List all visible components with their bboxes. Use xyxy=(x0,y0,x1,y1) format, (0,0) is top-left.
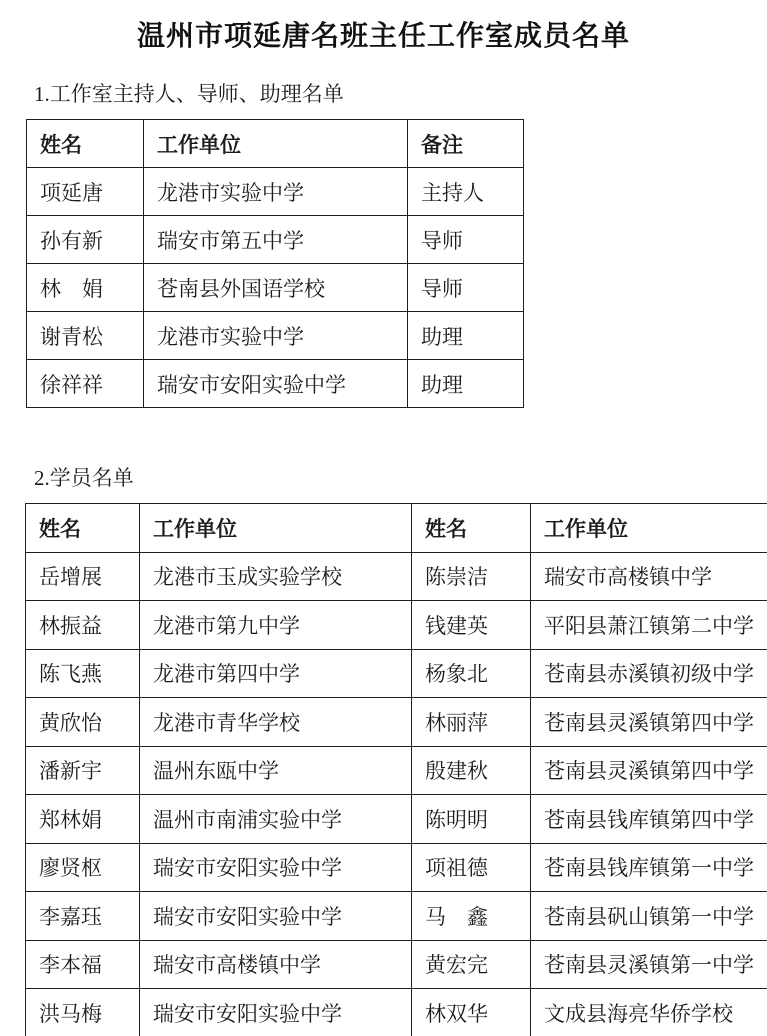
table-cell: 苍南县矾山镇第一中学 xyxy=(531,892,767,941)
table-cell: 温州市南浦实验中学 xyxy=(140,795,412,844)
column-header: 姓名 xyxy=(412,504,531,553)
section1-label: 1.工作室主持人、导师、助理名单 xyxy=(34,82,344,106)
table-row xyxy=(27,312,524,360)
table-cell: 主持人 xyxy=(408,168,524,216)
table-cell: 潘新宇 xyxy=(26,746,140,795)
table-cell: 苍南县赤溪镇初级中学 xyxy=(531,649,767,698)
column-header: 工作单位 xyxy=(140,504,412,553)
table-cell: 项延唐 xyxy=(27,168,144,216)
table-cell: 马 鑫 xyxy=(412,892,531,941)
table-cell: 瑞安市安阳实验中学 xyxy=(140,892,412,941)
table-cell: 陈崇洁 xyxy=(412,552,531,601)
page-title: 温州市项延唐名班主任工作室成员名单 xyxy=(136,21,630,52)
table-cell: 助理 xyxy=(408,312,524,360)
table-cell: 苍南县灵溪镇第一中学 xyxy=(531,940,767,989)
table-cell: 瑞安市安阳实验中学 xyxy=(144,360,408,408)
table-cell: 瑞安市高楼镇中学 xyxy=(531,552,767,601)
table-row xyxy=(26,940,767,989)
table-cell: 平阳县萧江镇第二中学 xyxy=(531,601,767,650)
table-cell: 龙港市玉成实验学校 xyxy=(140,552,412,601)
table-cell: 苍南县灵溪镇第四中学 xyxy=(531,698,767,747)
table-cell: 谢青松 xyxy=(27,312,144,360)
section2-label: 2.学员名单 xyxy=(34,466,134,490)
table-cell: 钱建英 xyxy=(412,601,531,650)
column-header: 姓名 xyxy=(27,120,144,168)
table-cell: 苍南县灵溪镇第四中学 xyxy=(531,746,767,795)
table-cell: 郑林娟 xyxy=(26,795,140,844)
table-cell: 龙港市青华学校 xyxy=(140,698,412,747)
table-cell: 林丽萍 xyxy=(412,698,531,747)
table-cell: 导师 xyxy=(408,264,524,312)
table-cell: 苍南县钱库镇第四中学 xyxy=(531,795,767,844)
table-cell: 黄宏完 xyxy=(412,940,531,989)
table-cell: 项祖德 xyxy=(412,843,531,892)
table-cell: 殷建秋 xyxy=(412,746,531,795)
table-row xyxy=(27,168,524,216)
table-row xyxy=(26,552,767,601)
table-cell: 陈飞燕 xyxy=(26,649,140,698)
table-cell: 苍南县钱库镇第一中学 xyxy=(531,843,767,892)
table-cell: 孙有新 xyxy=(27,216,144,264)
table-row xyxy=(27,216,524,264)
table-row xyxy=(27,264,524,312)
table-row xyxy=(26,989,767,1036)
table-cell: 洪马梅 xyxy=(26,989,140,1036)
table-cell: 瑞安市安阳实验中学 xyxy=(140,989,412,1036)
table-cell: 瑞安市安阳实验中学 xyxy=(140,843,412,892)
table-cell: 瑞安市高楼镇中学 xyxy=(140,940,412,989)
column-header: 工作单位 xyxy=(144,120,408,168)
table-cell: 温州东瓯中学 xyxy=(140,746,412,795)
table-cell: 陈明明 xyxy=(412,795,531,844)
table-cell: 龙港市第九中学 xyxy=(140,601,412,650)
table-cell: 岳增展 xyxy=(26,552,140,601)
table-row xyxy=(26,698,767,747)
table-cell: 林振益 xyxy=(26,601,140,650)
table-row xyxy=(26,746,767,795)
table-cell: 导师 xyxy=(408,216,524,264)
table-cell: 徐祥祥 xyxy=(27,360,144,408)
table-row xyxy=(26,795,767,844)
table-row xyxy=(26,843,767,892)
table-cell: 李嘉珏 xyxy=(26,892,140,941)
table-cell: 林双华 xyxy=(412,989,531,1036)
staff-table xyxy=(26,119,524,408)
table-cell: 李本福 xyxy=(26,940,140,989)
table-row xyxy=(26,892,767,941)
table-cell: 林 娟 xyxy=(27,264,144,312)
table-cell: 龙港市第四中学 xyxy=(140,649,412,698)
table-row xyxy=(26,601,767,650)
header-row xyxy=(26,504,767,553)
table-cell: 文成县海亮华侨学校 xyxy=(531,989,767,1036)
column-header: 工作单位 xyxy=(531,504,767,553)
table-cell: 助理 xyxy=(408,360,524,408)
header-row xyxy=(27,120,524,168)
table-cell: 杨象北 xyxy=(412,649,531,698)
table-cell: 廖贤枢 xyxy=(26,843,140,892)
column-header: 姓名 xyxy=(26,504,140,553)
table-cell: 苍南县外国语学校 xyxy=(144,264,408,312)
table-row xyxy=(27,360,524,408)
table-cell: 龙港市实验中学 xyxy=(144,168,408,216)
table-cell: 瑞安市第五中学 xyxy=(144,216,408,264)
column-header: 备注 xyxy=(408,120,524,168)
student-table xyxy=(25,503,767,1036)
table-row xyxy=(26,649,767,698)
table-cell: 龙港市实验中学 xyxy=(144,312,408,360)
table-cell: 黄欣怡 xyxy=(26,698,140,747)
